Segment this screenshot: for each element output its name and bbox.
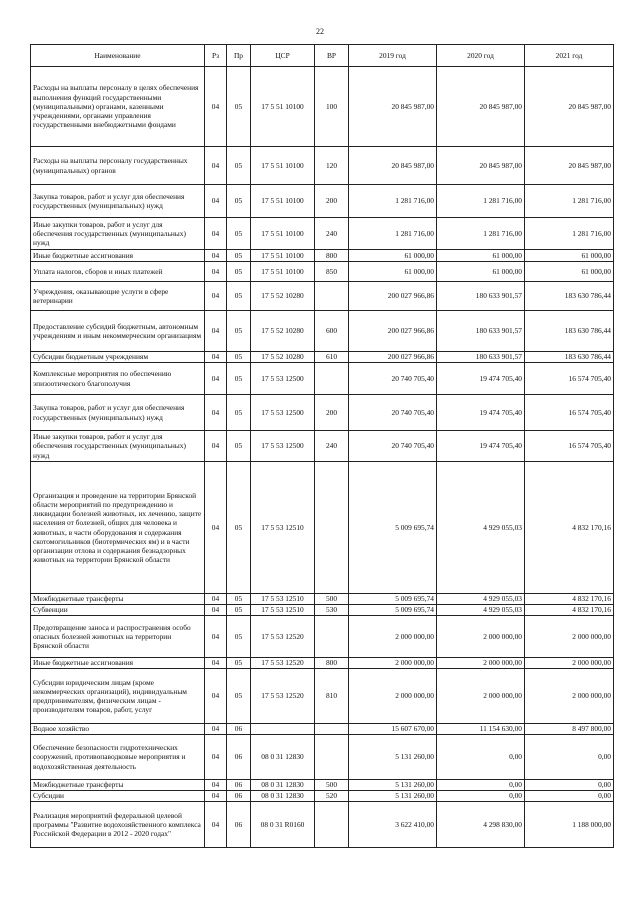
row-2019: 20 740 705,40 — [349, 363, 437, 395]
row-2021: 4 832 170,16 — [525, 605, 614, 616]
row-2021: 20 845 987,00 — [525, 147, 614, 185]
row-pr: 05 — [227, 395, 251, 431]
row-2019: 5 131 260,00 — [349, 791, 437, 802]
table-row — [31, 669, 614, 724]
row-2021: 1 188 000,00 — [525, 802, 614, 848]
row-pr: 05 — [227, 616, 251, 658]
table-row — [31, 605, 614, 616]
header-rz: Рз — [205, 45, 227, 67]
row-csr: 17 5 51 10100 — [251, 250, 315, 262]
row-2020: 4 929 055,03 — [437, 605, 525, 616]
table-row — [31, 791, 614, 802]
row-rz: 04 — [205, 431, 227, 462]
row-2019: 5 009 695,74 — [349, 594, 437, 605]
row-2021: 0,00 — [525, 735, 614, 780]
header-2019: 2019 год — [349, 45, 437, 67]
row-name: Иные бюджетные ассигнования — [31, 250, 205, 262]
table-row — [31, 780, 614, 791]
row-2019: 5 009 695,74 — [349, 605, 437, 616]
row-rz: 04 — [205, 185, 227, 218]
row-csr: 17 5 51 10100 — [251, 147, 315, 185]
row-vr: 500 — [315, 594, 349, 605]
row-pr: 06 — [227, 724, 251, 735]
table-row — [31, 594, 614, 605]
row-csr: 08 0 31 12830 — [251, 791, 315, 802]
row-pr: 06 — [227, 802, 251, 848]
row-pr: 05 — [227, 282, 251, 311]
row-2021: 8 497 800,00 — [525, 724, 614, 735]
row-2021: 16 574 705,40 — [525, 363, 614, 395]
row-vr — [315, 802, 349, 848]
row-csr: 17 5 53 12500 — [251, 363, 315, 395]
row-pr: 05 — [227, 431, 251, 462]
row-2020: 0,00 — [437, 791, 525, 802]
table-row — [31, 147, 614, 185]
row-pr: 05 — [227, 605, 251, 616]
row-vr — [315, 282, 349, 311]
row-rz: 04 — [205, 462, 227, 594]
row-name: Субсидии бюджетным учреждениям — [31, 352, 205, 363]
row-rz: 04 — [205, 724, 227, 735]
row-vr: 800 — [315, 658, 349, 669]
row-2019: 2 000 000,00 — [349, 658, 437, 669]
row-2019: 200 027 966,86 — [349, 282, 437, 311]
row-vr: 600 — [315, 311, 349, 352]
row-pr: 06 — [227, 735, 251, 780]
row-pr: 05 — [227, 185, 251, 218]
row-2020: 61 000,00 — [437, 250, 525, 262]
row-vr: 200 — [315, 185, 349, 218]
budget-table — [30, 44, 614, 848]
header-csr: ЦСР — [251, 45, 315, 67]
row-pr: 05 — [227, 218, 251, 250]
row-pr: 05 — [227, 250, 251, 262]
row-vr: 240 — [315, 218, 349, 250]
table-row — [31, 250, 614, 262]
row-2019: 1 281 716,00 — [349, 218, 437, 250]
row-2019: 5 009 695,74 — [349, 462, 437, 594]
row-2020: 19 474 705,40 — [437, 395, 525, 431]
row-vr: 810 — [315, 669, 349, 724]
row-2019: 20 845 987,00 — [349, 67, 437, 147]
row-rz: 04 — [205, 218, 227, 250]
row-2021: 0,00 — [525, 791, 614, 802]
row-name: Закупка товаров, работ и услуг для обеспечения государственных (муниципальных) нужд — [31, 185, 205, 218]
row-2019: 200 027 966,86 — [349, 311, 437, 352]
row-vr: 120 — [315, 147, 349, 185]
row-2020: 2 000 000,00 — [437, 658, 525, 669]
row-vr — [315, 462, 349, 594]
row-pr: 05 — [227, 669, 251, 724]
row-2020: 2 000 000,00 — [437, 669, 525, 724]
row-rz: 04 — [205, 669, 227, 724]
table-row — [31, 67, 614, 147]
row-2020: 4 929 055,03 — [437, 462, 525, 594]
row-rz: 04 — [205, 363, 227, 395]
row-2020: 180 633 901,57 — [437, 282, 525, 311]
row-name: Расходы на выплаты персоналу государственных (муниципальных) органов — [31, 147, 205, 185]
row-csr: 17 5 52 10280 — [251, 282, 315, 311]
row-2019: 1 281 716,00 — [349, 185, 437, 218]
row-2021: 0,00 — [525, 780, 614, 791]
row-name: Расходы на выплаты персоналу в целях обеспечения выполнения функций государственными (муниципальными) органами, казенными учреждениями, органами управления государственными внебюджетными фондами — [31, 67, 205, 147]
row-2019: 61 000,00 — [349, 250, 437, 262]
row-2019: 5 131 260,00 — [349, 780, 437, 791]
row-csr — [251, 724, 315, 735]
row-pr: 05 — [227, 311, 251, 352]
header-2021: 2021 год — [525, 45, 614, 67]
row-rz: 04 — [205, 282, 227, 311]
row-vr: 500 — [315, 780, 349, 791]
row-csr: 17 5 53 12520 — [251, 658, 315, 669]
row-rz: 04 — [205, 658, 227, 669]
table-row — [31, 802, 614, 848]
table-row — [31, 311, 614, 352]
row-rz: 04 — [205, 262, 227, 282]
row-2020: 1 281 716,00 — [437, 218, 525, 250]
row-csr: 17 5 53 12500 — [251, 395, 315, 431]
row-vr: 610 — [315, 352, 349, 363]
row-rz: 04 — [205, 791, 227, 802]
row-2021: 2 000 000,00 — [525, 669, 614, 724]
table-row — [31, 735, 614, 780]
table-row — [31, 185, 614, 218]
row-vr: 520 — [315, 791, 349, 802]
row-csr: 17 5 52 10280 — [251, 352, 315, 363]
row-2019: 200 027 966,86 — [349, 352, 437, 363]
table-row — [31, 262, 614, 282]
row-name: Обеспечение безопасности гидротехнических сооружений, противопаводковые мероприятия и водохозяйственная деятельность — [31, 735, 205, 780]
row-name: Иные закупки товаров, работ и услуг для обеспечения государственных (муниципальных) нужд — [31, 218, 205, 250]
row-csr: 17 5 53 12510 — [251, 462, 315, 594]
page-number: 22 — [316, 27, 324, 36]
row-csr: 17 5 52 10280 — [251, 311, 315, 352]
row-rz: 04 — [205, 780, 227, 791]
row-2021: 61 000,00 — [525, 262, 614, 282]
row-csr: 08 0 31 12830 — [251, 735, 315, 780]
row-2019: 20 740 705,40 — [349, 431, 437, 462]
row-name: Субвенции — [31, 605, 205, 616]
row-name: Субсидии — [31, 791, 205, 802]
row-2021: 4 832 170,16 — [525, 462, 614, 594]
row-name: Иные бюджетные ассигнования — [31, 658, 205, 669]
row-csr: 17 5 51 10100 — [251, 185, 315, 218]
row-2021: 61 000,00 — [525, 250, 614, 262]
row-name: Предоставление субсидий бюджетным, автономным учреждениям и иным некоммерческим организациям — [31, 311, 205, 352]
row-2021: 183 630 786,44 — [525, 311, 614, 352]
row-pr: 05 — [227, 462, 251, 594]
row-name: Учреждения, оказывающие услуги в сфере ветеринарии — [31, 282, 205, 311]
row-2020: 0,00 — [437, 735, 525, 780]
header-name: Наименование — [31, 45, 205, 67]
row-rz: 04 — [205, 311, 227, 352]
row-rz: 04 — [205, 616, 227, 658]
row-rz: 04 — [205, 735, 227, 780]
row-2020: 61 000,00 — [437, 262, 525, 282]
row-2021: 20 845 987,00 — [525, 67, 614, 147]
row-vr: 850 — [315, 262, 349, 282]
row-2021: 16 574 705,40 — [525, 395, 614, 431]
row-rz: 04 — [205, 352, 227, 363]
row-2020: 0,00 — [437, 780, 525, 791]
row-pr: 05 — [227, 67, 251, 147]
row-pr: 06 — [227, 791, 251, 802]
table-row — [31, 395, 614, 431]
row-csr: 17 5 53 12520 — [251, 616, 315, 658]
row-2020: 4 298 830,00 — [437, 802, 525, 848]
row-name: Иные закупки товаров, работ и услуг для обеспечения государственных (муниципальных) нужд — [31, 431, 205, 462]
header-vr: ВР — [315, 45, 349, 67]
row-rz: 04 — [205, 395, 227, 431]
row-name: Уплата налогов, сборов и иных платежей — [31, 262, 205, 282]
row-2019: 2 000 000,00 — [349, 616, 437, 658]
row-vr: 200 — [315, 395, 349, 431]
row-2020: 1 281 716,00 — [437, 185, 525, 218]
row-rz: 04 — [205, 605, 227, 616]
table-row — [31, 658, 614, 669]
table-row — [31, 616, 614, 658]
row-pr: 05 — [227, 594, 251, 605]
row-pr: 05 — [227, 658, 251, 669]
row-2020: 20 845 987,00 — [437, 147, 525, 185]
row-2019: 61 000,00 — [349, 262, 437, 282]
row-rz: 04 — [205, 802, 227, 848]
row-name: Субсидии юридическим лицам (кроме некоммерческих организаций), индивидуальным предпринимателям, физическим лицам - производителям товаров, работ, услуг — [31, 669, 205, 724]
row-vr — [315, 616, 349, 658]
row-name: Предотвращение заноса и распространения особо опасных болезней животных на территории Брянской области — [31, 616, 205, 658]
row-pr: 05 — [227, 147, 251, 185]
row-csr: 17 5 51 10100 — [251, 67, 315, 147]
row-rz: 04 — [205, 594, 227, 605]
row-2019: 3 622 410,00 — [349, 802, 437, 848]
row-csr: 17 5 53 12500 — [251, 431, 315, 462]
row-pr: 05 — [227, 352, 251, 363]
row-2021: 1 281 716,00 — [525, 185, 614, 218]
row-vr — [315, 735, 349, 780]
row-name: Закупка товаров, работ и услуг для обеспечения государственных (муниципальных) нужд — [31, 395, 205, 431]
row-2020: 4 929 055,03 — [437, 594, 525, 605]
row-csr: 08 0 31 R0160 — [251, 802, 315, 848]
row-name: Межбюджетные трансферты — [31, 594, 205, 605]
row-2020: 180 633 901,57 — [437, 311, 525, 352]
row-csr: 17 5 51 10100 — [251, 218, 315, 250]
table-row — [31, 724, 614, 735]
table-row — [31, 431, 614, 462]
table-row — [31, 218, 614, 250]
row-2020: 19 474 705,40 — [437, 363, 525, 395]
row-vr — [315, 363, 349, 395]
row-2021: 2 000 000,00 — [525, 616, 614, 658]
table-header-row — [31, 45, 614, 67]
row-name: Межбюджетные трансферты — [31, 780, 205, 791]
row-2019: 20 740 705,40 — [349, 395, 437, 431]
row-rz: 04 — [205, 250, 227, 262]
row-pr: 05 — [227, 262, 251, 282]
row-vr: 800 — [315, 250, 349, 262]
row-vr: 240 — [315, 431, 349, 462]
row-2021: 183 630 786,44 — [525, 282, 614, 311]
row-vr: 100 — [315, 67, 349, 147]
row-name: Реализация мероприятий федеральной целевой программы "Развитие водохозяйственного комплекса Российской Федерации в 2012 - 2020 годах" — [31, 802, 205, 848]
row-2020: 180 633 901,57 — [437, 352, 525, 363]
row-csr: 08 0 31 12830 — [251, 780, 315, 791]
row-csr: 17 5 51 10100 — [251, 262, 315, 282]
row-rz: 04 — [205, 147, 227, 185]
row-2019: 5 131 260,00 — [349, 735, 437, 780]
row-csr: 17 5 53 12510 — [251, 605, 315, 616]
header-pr: Пр — [227, 45, 251, 67]
row-name: Водное хозяйство — [31, 724, 205, 735]
row-pr: 06 — [227, 780, 251, 791]
header-2020: 2020 год — [437, 45, 525, 67]
row-vr: 530 — [315, 605, 349, 616]
row-2019: 20 845 987,00 — [349, 147, 437, 185]
row-2020: 11 154 630,00 — [437, 724, 525, 735]
row-2021: 2 000 000,00 — [525, 658, 614, 669]
row-2021: 16 574 705,40 — [525, 431, 614, 462]
row-csr: 17 5 53 12520 — [251, 669, 315, 724]
row-name: Комплексные мероприятия по обеспечению эпизоотического благополучия — [31, 363, 205, 395]
row-csr: 17 5 53 12510 — [251, 594, 315, 605]
row-2021: 1 281 716,00 — [525, 218, 614, 250]
row-2020: 20 845 987,00 — [437, 67, 525, 147]
table-row — [31, 352, 614, 363]
table-row — [31, 462, 614, 594]
row-2019: 2 000 000,00 — [349, 669, 437, 724]
row-2020: 2 000 000,00 — [437, 616, 525, 658]
row-2019: 15 607 670,00 — [349, 724, 437, 735]
row-2020: 19 474 705,40 — [437, 431, 525, 462]
table-row — [31, 282, 614, 311]
row-name: Организация и проведение на территории Брянской области мероприятий по предупреждению и ликвидации болезней животных, их лечению, защите населения от болезней, общих для человека и животных, в части оборудования и содержания скотомогильников (биотермических ям) и в части организации отлова и содержания безнадзорных животных на территории Брянской области — [31, 462, 205, 594]
row-rz: 04 — [205, 67, 227, 147]
row-pr: 05 — [227, 363, 251, 395]
table-row — [31, 363, 614, 395]
row-vr — [315, 724, 349, 735]
row-2021: 4 832 170,16 — [525, 594, 614, 605]
row-2021: 183 630 786,44 — [525, 352, 614, 363]
